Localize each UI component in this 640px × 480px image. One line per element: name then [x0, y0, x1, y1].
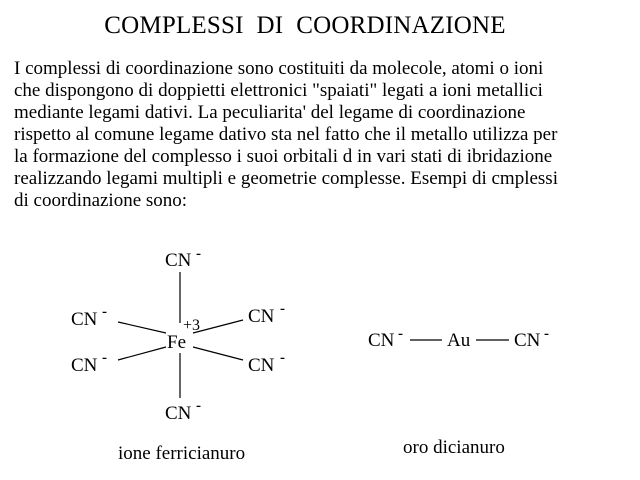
ligand-charge: - [398, 326, 403, 342]
bond-upper-left [118, 322, 166, 333]
paragraph-line: rispetto al comune legame dativo sta nel fatto che il metallo utilizza per [14, 124, 558, 145]
paragraph-line: mediante legami dativi. La peculiarita' del legame di coordinazione [14, 102, 526, 123]
ligand-charge: - [102, 350, 107, 366]
page-title: COMPLESSI DI COORDINAZIONE [104, 12, 506, 39]
ligand-charge: - [544, 326, 549, 342]
paragraph-line: realizzando legami multipli e geometrie complesse. Esempi di cmplessi [14, 168, 558, 189]
ferricyanide-complex [71, 246, 285, 464]
bond-upper-right [193, 320, 243, 333]
ligand-charge: - [102, 304, 107, 320]
metal-fe: Fe [167, 332, 186, 353]
paragraph-line: I complessi di coordinazione sono costituiti da molecole, atomi o ioni [14, 58, 544, 79]
metal-au: Au [447, 330, 471, 351]
ligand-charge: - [196, 398, 201, 414]
ligand-cn-top: CN [165, 250, 192, 271]
metal-charge: +3 [183, 317, 201, 334]
ligand-cn-lower-left: CN [71, 355, 98, 376]
ligand-charge: - [196, 246, 201, 262]
ligand-cn-right: CN [514, 330, 541, 351]
bond-lower-right [193, 347, 243, 360]
ligand-cn-upper-right: CN [248, 306, 275, 327]
paragraph-line: che dispongono di doppietti elettronici "spaiati" legati a ioni metallici [14, 80, 543, 101]
bond-lower-left [118, 347, 166, 360]
paragraph-line: di coordinazione sono: [14, 190, 188, 211]
dicyanoaurate-complex [368, 326, 549, 458]
ligand-cn-upper-left: CN [71, 309, 98, 330]
ligand-cn-bottom: CN [165, 403, 192, 424]
ligand-charge: - [280, 301, 285, 317]
ligand-charge: - [280, 350, 285, 366]
ligand-cn-left: CN [368, 330, 395, 351]
ligand-cn-lower-right: CN [248, 355, 275, 376]
paragraph-line: la formazione del complesso i suoi orbitali d in vari stati di ibridazione [14, 146, 553, 167]
dicyanoaurate-caption: oro dicianuro [403, 437, 505, 458]
ferricyanide-caption: ione ferricianuro [118, 443, 246, 464]
